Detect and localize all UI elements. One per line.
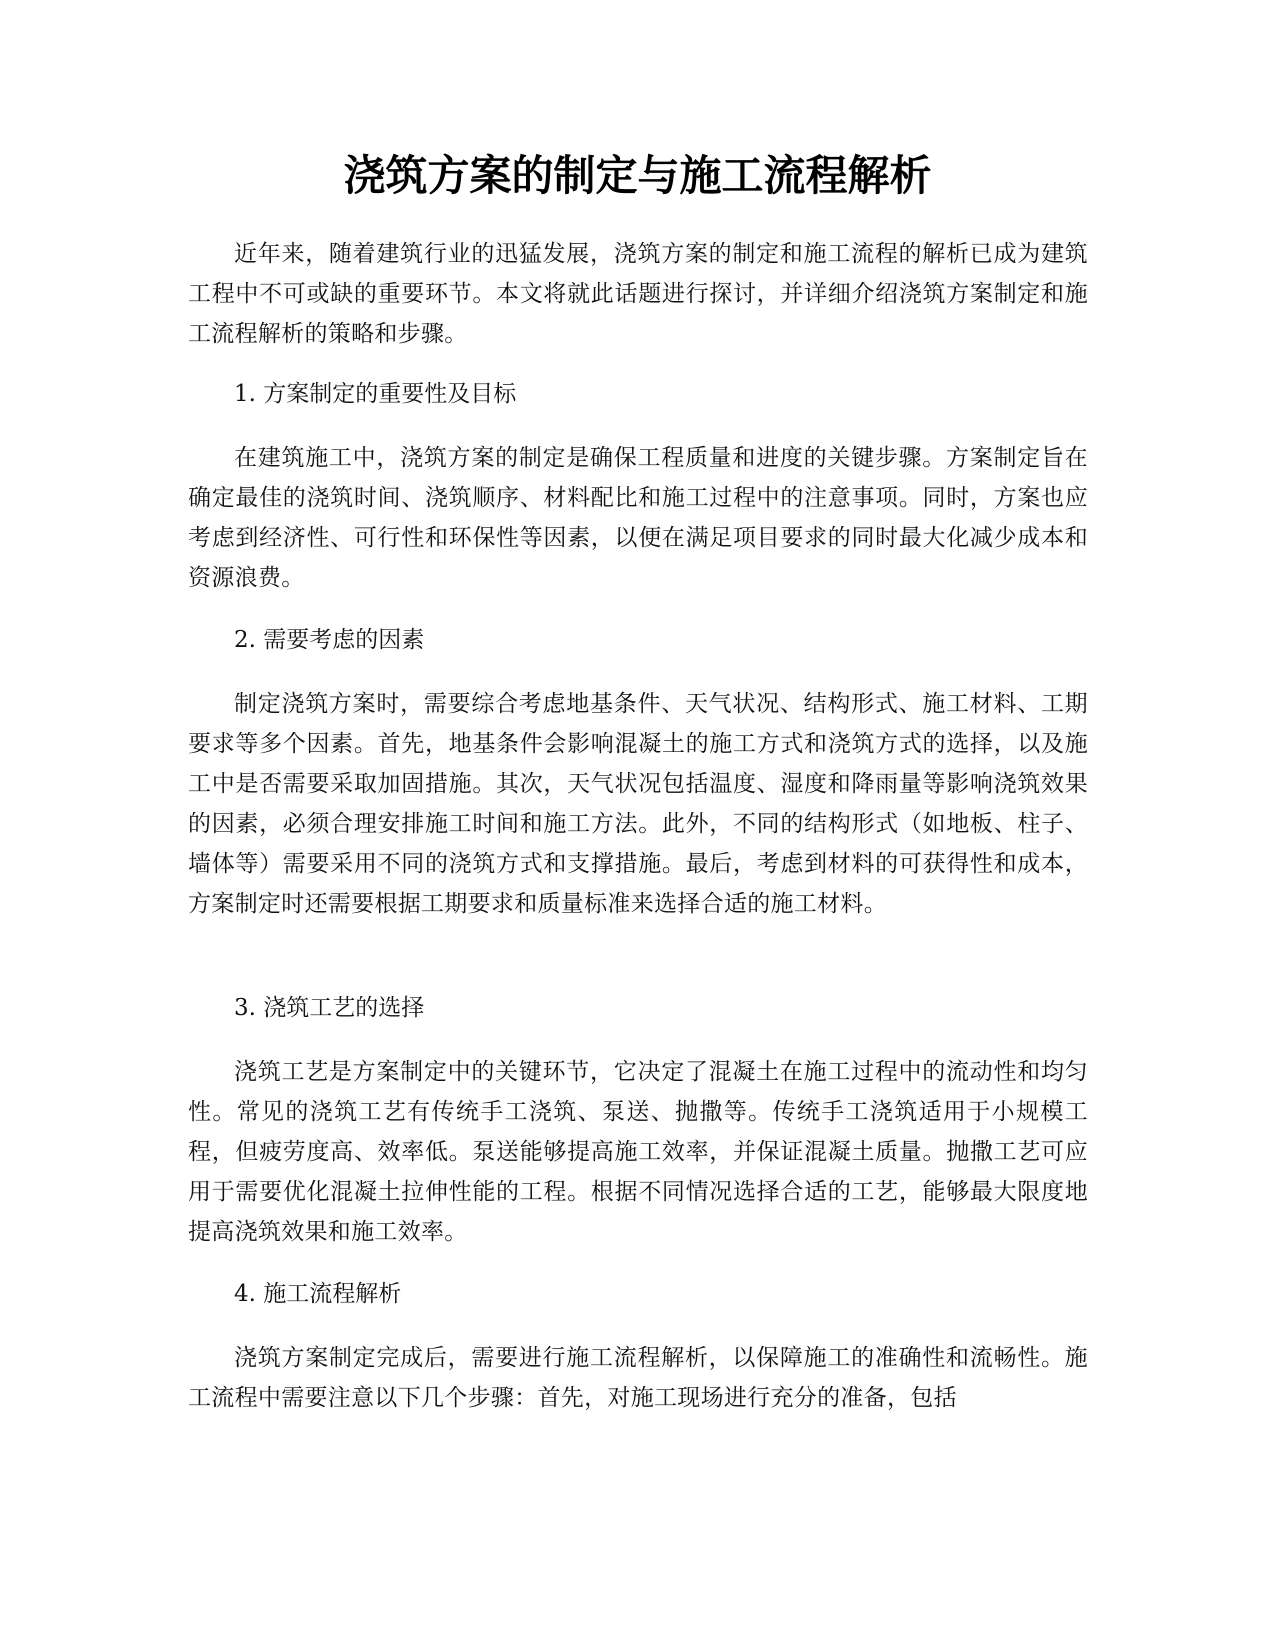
intro-paragraph: 近年来，随着建筑行业的迅猛发展，浇筑方案的制定和施工流程的解析已成为建筑工程中不可或缺的重要环节。本文将就此话题进行探讨，并详细介绍浇筑方案制定和施工流程解析的策略和步骤。 [188,241,1088,347]
section-paragraph-2: 制定浇筑方案时，需要综合考虑地基条件、天气状况、结构形式、施工材料、工期要求等多个因素。首先，地基条件会影响混凝土的施工方式和浇筑方式的选择，以及施工中是否需要采取加固措施。其次，天气状况包括温度、湿度和降雨量等影响浇筑效果的因素，必须合理安排施工时间和施工方法。此外，不同的结构形式（如地板、柱子、墙体等）需要采用不同的浇筑方式和支撑措施。最后，考虑到材料的可获得性和成本，方案制定时还需要根据工期要求和质量标准来选择合适的施工材料。 [188,691,1088,917]
section-heading-3: 3. 浇筑工艺的选择 [234,995,425,1021]
section-paragraph-1: 在建筑施工中，浇筑方案的制定是确保工程质量和进度的关键步骤。方案制定旨在确定最佳的浇筑时间、浇筑顺序、材料配比和施工过程中的注意事项。同时，方案也应考虑到经济性、可行性和环保性等因素，以便在满足项目要求的同时最大化减少成本和资源浪费。 [188,445,1088,591]
section-paragraph-4: 浇筑方案制定完成后，需要进行施工流程解析，以保障施工的准确性和流畅性。施工流程中需要注意以下几个步骤：首先，对施工现场进行充分的准备，包括 [188,1345,1088,1411]
document-title: 浇筑方案的制定与施工流程解析 [343,151,932,200]
section-heading-2: 2. 需要考虑的因素 [234,627,425,653]
section-heading-1: 1. 方案制定的重要性及目标 [234,381,517,407]
section-heading-4: 4. 施工流程解析 [234,1281,402,1307]
section-paragraph-3: 浇筑工艺是方案制定中的关键环节，它决定了混凝土在施工过程中的流动性和均匀性。常见的浇筑工艺有传统手工浇筑、泵送、抛撒等。传统手工浇筑适用于小规模工程，但疲劳度高、效率低。泵送能够提高施工效率，并保证混凝土质量。抛撒工艺可应用于需要优化混凝土拉伸性能的工程。根据不同情况选择合适的工艺，能够最大限度地提高浇筑效果和施工效率。 [188,1059,1088,1245]
